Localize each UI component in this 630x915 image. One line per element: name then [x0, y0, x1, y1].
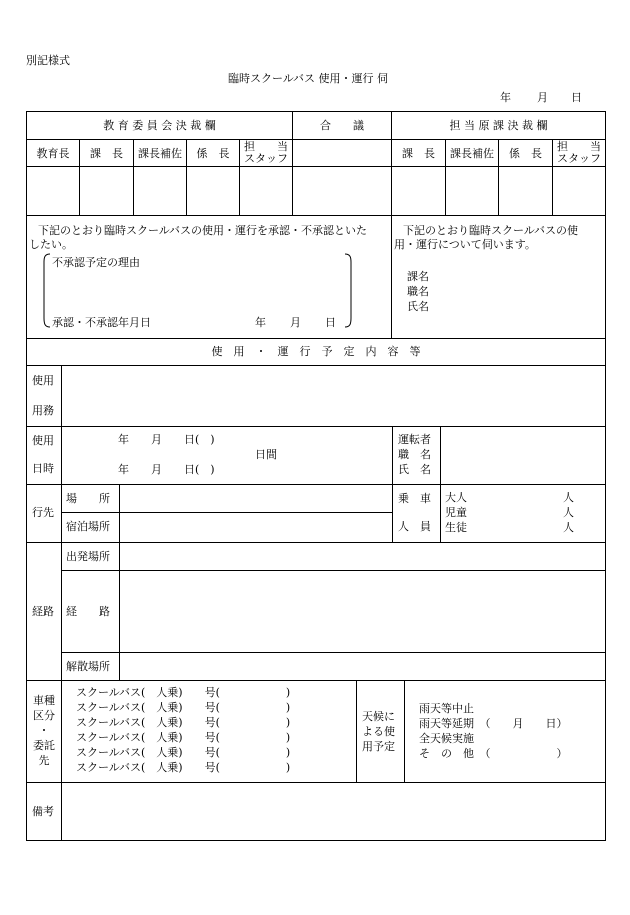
purpose-label-2: 用務 [32, 404, 54, 417]
riders-label-1: 乗 車 [398, 492, 431, 505]
departure-field[interactable] [120, 543, 605, 570]
lodging-label: 宿泊場所 [66, 520, 110, 533]
adult-label: 大人 [445, 491, 467, 504]
board-col-staff-top: 担 当 [244, 140, 288, 153]
remarks-label: 備考 [32, 805, 54, 818]
weather-option-cancel[interactable]: 雨天等中止 [419, 702, 474, 715]
end-date-row[interactable]: 年 月 日( ) [118, 463, 215, 476]
route-field[interactable] [120, 571, 605, 652]
vehicle-label-5: 先 [38, 754, 50, 767]
stamp-cell-school-staff[interactable] [553, 167, 605, 215]
vehicle-label-4: 委託 [33, 739, 55, 752]
stamp-cell-board-deputy-chief[interactable] [134, 167, 186, 215]
bus-row[interactable]: スクールバス( 人乗) 号( ) [76, 701, 291, 714]
applicant-name-label: 氏名 [407, 300, 429, 313]
stamp-cell-school-deputy-chief[interactable] [446, 167, 498, 215]
start-date-row[interactable]: 年 月 日( ) [118, 433, 215, 446]
departure-label: 出発場所 [66, 550, 110, 563]
decision-text-line1: 下記のとおり臨時スクールバスの使用・運行を承認・不承認といた [38, 224, 368, 237]
applicant-title-label: 職名 [407, 285, 429, 298]
decision-date-year: 年 [255, 316, 266, 329]
vehicle-label-2: 区分 [33, 709, 55, 722]
decision-date-label: 承認・不承認年月日 [52, 316, 151, 329]
bus-row[interactable]: スクールバス( 人乗) 号( ) [76, 746, 291, 759]
board-col-superintendent: 教育長 [36, 147, 70, 160]
left-bracket [44, 254, 50, 327]
rejection-reason-label: 不承認予定の理由 [52, 256, 140, 269]
decision-text-line2: したい。 [29, 238, 73, 251]
weather-option-all-weather[interactable]: 全天候実施 [419, 732, 474, 745]
days-count-label: 日間 [255, 448, 277, 461]
driver-title-label: 職 名 [398, 448, 431, 461]
stamp-cell-board-staff[interactable] [240, 167, 292, 215]
driver-field[interactable] [441, 427, 605, 484]
header-day: 日 [571, 91, 582, 104]
stamp-cell-school-subsection-chief[interactable] [499, 167, 552, 215]
bus-row[interactable]: スクールバス( 人乗) 号( ) [76, 686, 291, 699]
child-unit: 人 [563, 506, 574, 519]
lodging-field[interactable] [120, 513, 391, 542]
stamp-cell-board-section-chief[interactable] [80, 167, 133, 215]
bus-row[interactable]: スクールバス( 人乗) 号( ) [76, 731, 291, 744]
stamp-cell-school-section-chief[interactable] [392, 167, 445, 215]
driver-name-label: 氏 名 [398, 463, 431, 476]
stamp-cell-council[interactable] [293, 140, 391, 215]
applicant-section-label: 課名 [407, 270, 429, 283]
decision-date-month: 月 [290, 316, 301, 329]
school-col-subsection-chief: 係 長 [509, 147, 542, 160]
riders-label-2: 人 員 [398, 520, 431, 533]
route-label: 経 路 [66, 605, 110, 618]
board-col-deputy-chief: 課長補佐 [138, 147, 182, 160]
school-col-section-chief: 課 長 [402, 147, 435, 160]
route-group-label: 経路 [32, 605, 54, 618]
board-approval-title: 教 育 委 員 会 決 裁 欄 [103, 119, 216, 132]
bus-row[interactable]: スクールバス( 人乗) 号( ) [76, 761, 291, 774]
board-col-section-chief: 課 長 [90, 147, 123, 160]
school-col-deputy-chief: 課長補佐 [450, 147, 494, 160]
council-title: 合 議 [320, 119, 364, 132]
vehicle-label-3: ・ [38, 724, 50, 737]
student-unit: 人 [563, 521, 574, 534]
header-month: 月 [537, 91, 548, 104]
board-col-staff-bottom: スタッフ [244, 152, 288, 165]
purpose-label-1: 使用 [32, 374, 54, 387]
datetime-label-1: 使用 [32, 434, 54, 447]
plan-section-title: 使 用 ・ 運 行 予 定 内 容 等 [211, 345, 421, 358]
dismissal-label: 解散場所 [66, 660, 110, 673]
school-col-staff-top: 担 当 [557, 140, 601, 153]
weather-option-other[interactable]: そ の 他 （ ） [419, 747, 568, 760]
bus-row[interactable]: スクールバス( 人乗) 号( ) [76, 716, 291, 729]
child-label: 児童 [445, 506, 467, 519]
stamp-cell-board-subsection-chief[interactable] [187, 167, 239, 215]
weather-label-1: 天候に [362, 710, 395, 723]
right-bracket [345, 254, 351, 327]
datetime-label-2: 日時 [32, 462, 54, 475]
weather-label-3: 用予定 [362, 740, 395, 753]
vehicle-label-1: 車種 [33, 694, 55, 707]
weather-label-2: よる使 [362, 725, 395, 738]
place-label: 場 所 [66, 492, 110, 505]
form-label: 別記様式 [26, 54, 70, 67]
decision-date-day: 日 [325, 316, 336, 329]
student-label: 生徒 [445, 521, 467, 534]
purpose-field[interactable] [62, 366, 605, 426]
weather-option-postpone[interactable]: 雨天等延期 （ 月 日） [419, 717, 568, 730]
driver-label: 運転者 [398, 433, 431, 446]
adult-unit: 人 [563, 491, 574, 504]
school-col-staff-bottom: スタッフ [557, 152, 601, 165]
rejection-reason-field[interactable] [52, 272, 342, 312]
stamp-cell-superintendent[interactable] [27, 167, 79, 215]
board-col-subsection-chief: 係 長 [196, 147, 230, 160]
request-text-line1: 下記のとおり臨時スクールバスの使 [403, 224, 579, 237]
request-text-line2: 用・運行について伺います。 [394, 238, 536, 251]
place-field[interactable] [120, 485, 391, 512]
school-approval-title: 担 当 原 課 決 裁 欄 [449, 119, 548, 132]
destination-label: 行先 [32, 506, 54, 519]
header-year: 年 [500, 91, 511, 104]
dismissal-field[interactable] [120, 653, 605, 680]
remarks-field[interactable] [62, 783, 605, 840]
page-title: 臨時スクールバス 使用・運行 伺 [228, 72, 389, 85]
